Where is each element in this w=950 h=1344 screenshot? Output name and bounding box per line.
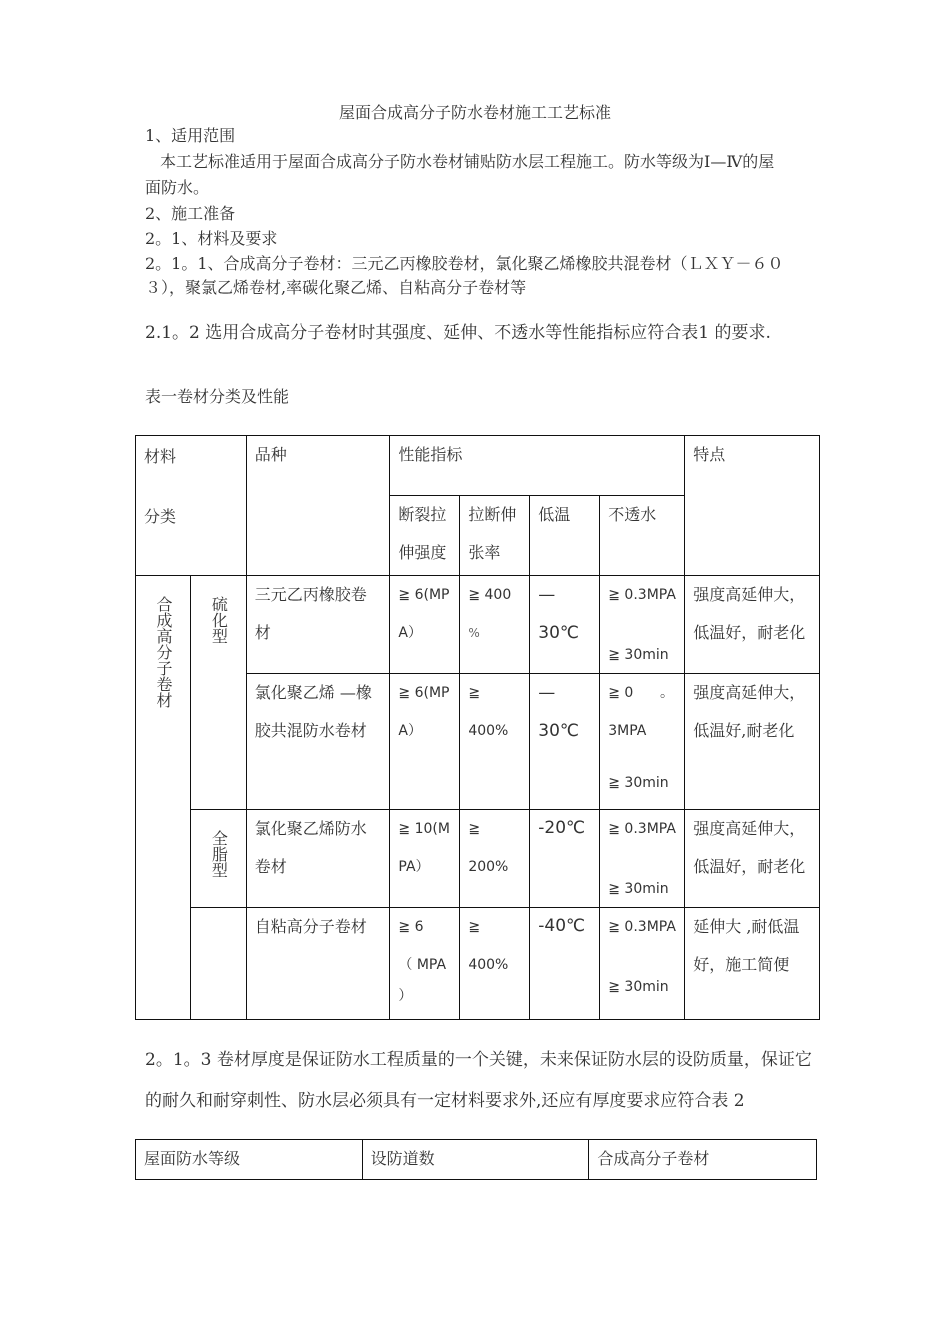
waterproof-cell: ≧ 0.3MPA ≧ 30min (600, 576, 685, 674)
header-synthetic-material: 合成高分子卷材 (589, 1140, 817, 1180)
subgroup-vulcanized: 硫化型 (190, 576, 246, 810)
feature-cell: 延伸大 ,耐低温 好，施工简便 (685, 908, 820, 1020)
header-elongation: 拉断伸 张率 (460, 496, 530, 576)
variety-cell: 氯化聚乙烯防水 卷材 (246, 810, 390, 908)
section-1-heading: 1、适用范围 (145, 126, 236, 145)
waterproof-cell: ≧ 0 。 3MPA ≧ 30min (600, 674, 685, 810)
page-title: 屋面合成高分子防水卷材施工工艺标准 (338, 103, 611, 122)
header-variety: 品种 (246, 436, 390, 576)
section-2-heading: 2、施工准备 (145, 204, 236, 223)
elongation-cell: ≧ 400 % (460, 576, 530, 674)
tensile-cell: ≧ 6 （ MPA ） (390, 908, 460, 1020)
section-2-1-1-line2: ３），聚氯乙烯卷材,率碳化聚乙烯、自粘高分子卷材等 (145, 278, 527, 297)
table-row (136, 908, 820, 1020)
header-tensile: 断裂拉 伸强度 (390, 496, 460, 576)
waterproof-cell: ≧ 0.3MPA ≧ 30min (600, 810, 685, 908)
elongation-cell: ≧ 200% (460, 810, 530, 908)
header-layer-count: 设防道数 (362, 1140, 589, 1180)
section-2-1-3-line2: 的耐久和耐穿刺性、防水层必须具有一定材料要求外,还应有厚度要求应符合表 2 (145, 1091, 745, 1111)
table-row (136, 1140, 817, 1180)
header-roof-grade: 屋面防水等级 (136, 1140, 363, 1180)
section-2-1-2: 2.1。2 选用合成高分子卷材时其强度、延伸、不透水等性能指标应符合表1 的要求. (145, 323, 771, 343)
low-temp-cell: — 30℃ (530, 674, 600, 810)
feature-cell: 强度高延伸大， 低温好,耐老化 (685, 674, 820, 810)
elongation-cell: ≧ 400% (460, 674, 530, 810)
feature-cell: 强度高延伸大， 低温好，耐老化 (685, 576, 820, 674)
variety-cell: 氯化聚乙烯 —橡 胶共混防水卷材 (246, 674, 390, 810)
tensile-cell: ≧ 10(M PA） (390, 810, 460, 908)
header-low-temp: 低温 (530, 496, 600, 576)
tensile-cell: ≧ 6(MP A） (390, 674, 460, 810)
elongation-cell: ≧ 400% (460, 908, 530, 1020)
material-performance-table (135, 435, 820, 1020)
section-1-body-line2: 面防水。 (145, 178, 210, 197)
low-temp-cell: -20℃ (530, 810, 600, 908)
table-row (136, 810, 820, 908)
section-1-body-line1: 本工艺标准适用于屋面合成高分子防水卷材铺贴防水层工程施工。防水等级为Ⅰ—Ⅳ的屋 (160, 152, 775, 171)
variety-cell: 三元乙丙橡胶卷 材 (246, 576, 390, 674)
thickness-table (135, 1139, 817, 1180)
header-performance: 性能指标 (390, 436, 685, 496)
subgroup-empty (190, 908, 246, 1020)
tensile-cell: ≧ 6(MP A） (390, 576, 460, 674)
section-2-1-1-line1: 2。1。1、合成高分子卷材：三元乙丙橡胶卷材，氯化聚乙烯橡胶共混卷材（ＬＸＹ－６０ (145, 254, 784, 273)
subgroup-fullfat: 全脂型 (190, 810, 246, 908)
low-temp-cell: — 30℃ (530, 576, 600, 674)
section-2-1-3-line1: 2。1。3 卷材厚度是保证防水工程质量的一个关键，未来保证防水层的设防质量，保证它 (145, 1050, 812, 1070)
table1-caption: 表一卷材分类及性能 (145, 387, 290, 406)
header-material-class: 材料 分类 (136, 436, 247, 576)
table-row (136, 576, 820, 674)
header-waterproof: 不透水 (600, 496, 685, 576)
group-label: 合成高分子卷材 (136, 576, 191, 1020)
feature-cell: 强度高延伸大， 低温好，耐老化 (685, 810, 820, 908)
variety-cell: 自粘高分子卷材 (246, 908, 390, 1020)
waterproof-cell: ≧ 0.3MPA ≧ 30min (600, 908, 685, 1020)
low-temp-cell: -40℃ (530, 908, 600, 1020)
section-2-1-heading: 2。1、材料及要求 (145, 229, 278, 248)
header-feature: 特点 (685, 436, 820, 576)
